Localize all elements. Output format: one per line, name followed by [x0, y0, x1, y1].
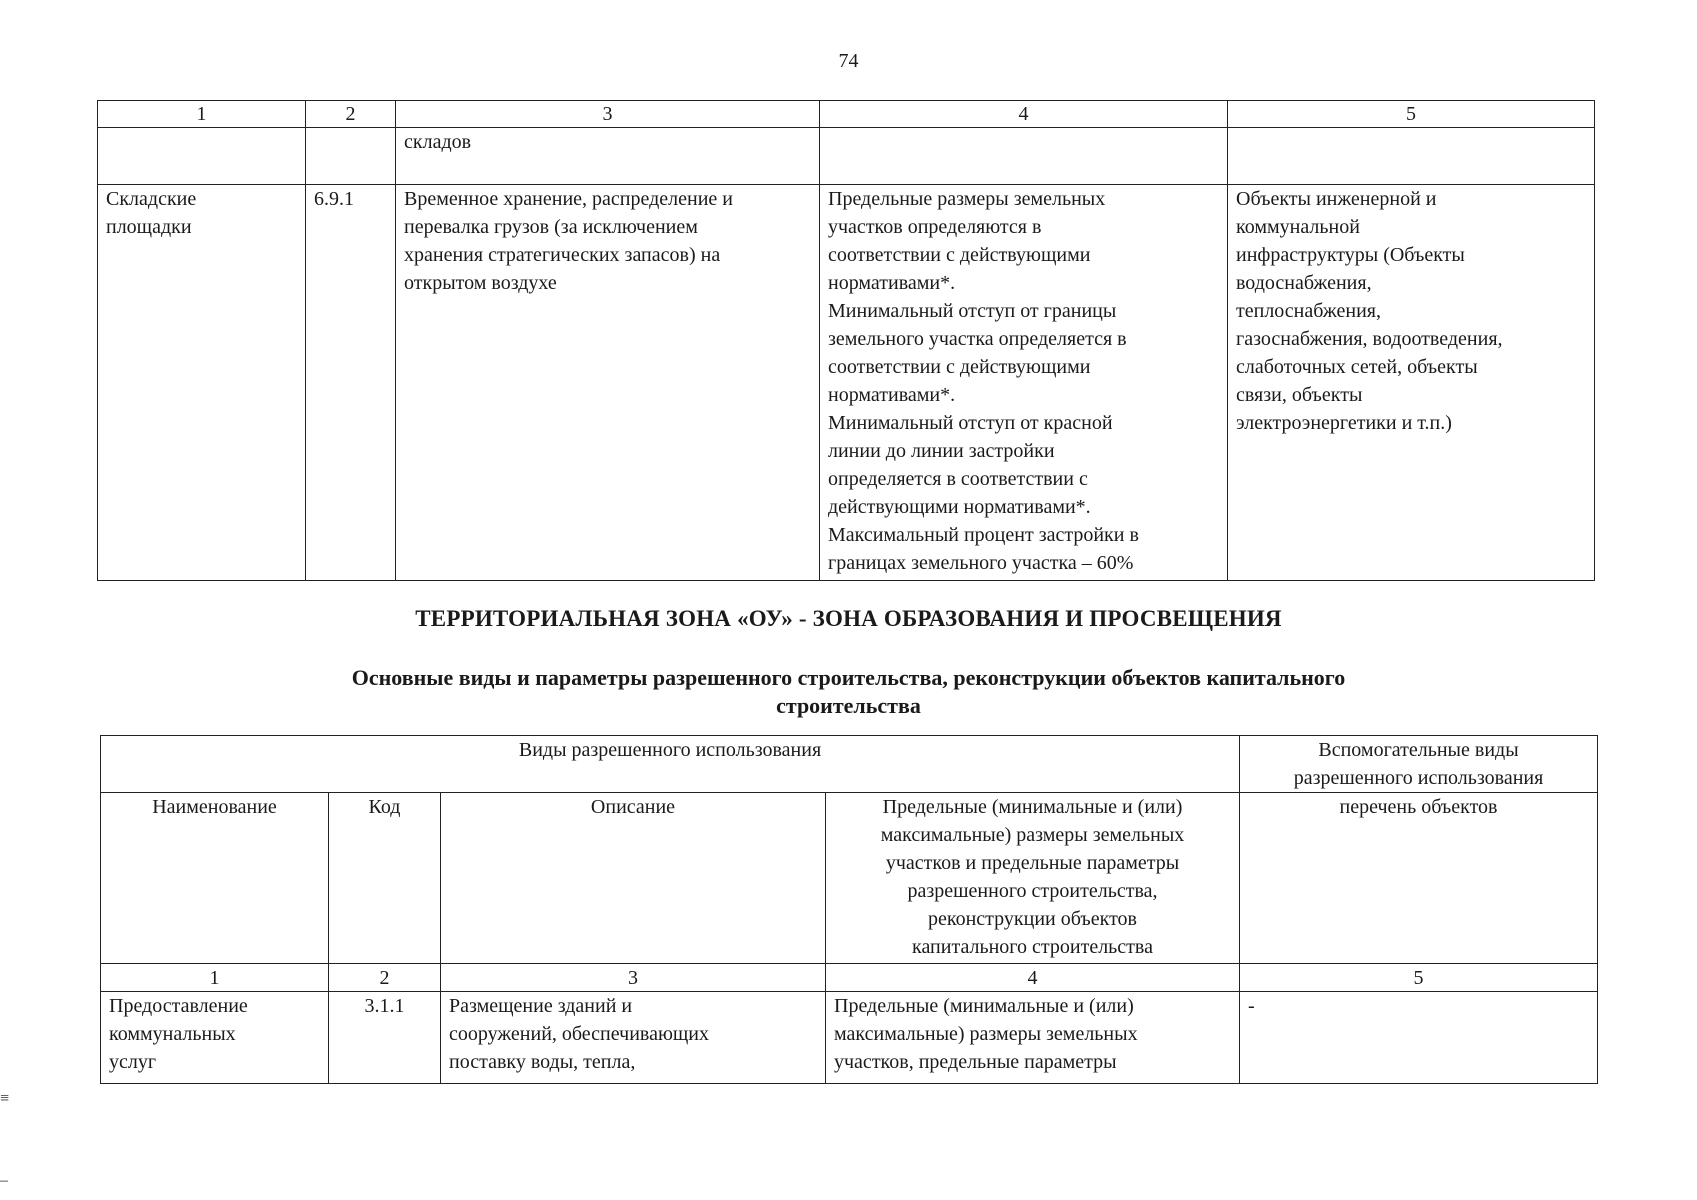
permitted-uses-table: [100, 735, 1598, 1084]
description-cell: Временное хранение, распределение и перевалка грузов (за исключением хранения стратегических запасов) на открытом воздухе: [396, 185, 820, 581]
col-number-5: 5: [1228, 101, 1595, 128]
col-header-parameters: Предельные (минимальные и (или) максимальные) размеры земельных участков и предельные параметры разрешенного строительства, реконструкции объектов капитального строительства: [826, 793, 1240, 964]
name-cell: Предоставление коммунальных услуг: [101, 992, 329, 1084]
description-cell: складов: [396, 128, 820, 185]
column-number-row: [98, 101, 1595, 128]
header-aux: Вспомогательные виды разрешенного использования: [1240, 736, 1598, 793]
col-number-3: 3: [396, 101, 820, 128]
auxiliary-cell: -: [1240, 992, 1598, 1084]
margin-mark: –: [0, 1172, 8, 1189]
parameters-cell: Предельные размеры земельных участков определяются в соответствии с действующими нормативами*. Минимальный отступ от границы земельного участка определяется в соответствии с действующими нормативами*. Минимальный отступ от красной линии до линии застройки определяется в соответствии с действующими нормативами*. Максимальный процент застройки в границах земельного участка – 60%: [820, 185, 1228, 581]
col-number-2: 2: [329, 964, 441, 992]
auxiliary-cell: Объекты инженерной и коммунальной инфраструктуры (Объекты водоснабжения, теплоснабжения, газоснабжения, водоотведения, слаботочных сетей, объекты связи, объекты электроэнергетики и т.п.): [1228, 185, 1595, 581]
empty-cell: [98, 128, 306, 185]
empty-cell: [306, 128, 396, 185]
col-number-3: 3: [441, 964, 826, 992]
col-header-name: Наименование: [101, 793, 329, 964]
column-number-row: [101, 964, 1598, 992]
continuation-row: [98, 128, 1595, 185]
col-number-1: 1: [101, 964, 329, 992]
group-header-row: [101, 736, 1598, 793]
col-number-4: 4: [826, 964, 1240, 992]
col-number-4: 4: [820, 101, 1228, 128]
table-row: [101, 992, 1598, 1084]
continuation-table: [97, 100, 1595, 581]
code-cell: 6.9.1: [306, 185, 396, 581]
empty-cell: [1228, 128, 1595, 185]
code-cell: 3.1.1: [329, 992, 441, 1084]
header-group: Виды разрешенного использования: [101, 736, 1240, 793]
parameters-cell: Предельные (минимальные и (или) максимальные) размеры земельных участков, предельные параметры: [826, 992, 1240, 1084]
column-header-row: [101, 793, 1598, 964]
margin-mark: ≡: [0, 1090, 10, 1107]
name-cell: Складские площадки: [98, 185, 306, 581]
section-title: Основные виды и параметры разрешенного строительства, реконструкции объектов капитального строительства: [351, 665, 1346, 718]
zone-title: ТЕРРИТОРИАЛЬНАЯ ЗОНА «ОУ» - ЗОНА ОБРАЗОВАНИЯ И ПРОСВЕЩЕНИЯ: [415, 606, 1282, 631]
description-cell: Размещение зданий и сооружений, обеспечивающих поставку воды, тепла,: [441, 992, 826, 1084]
col-number-5: 5: [1240, 964, 1598, 992]
col-header-description: Описание: [441, 793, 826, 964]
page-number: 74: [838, 50, 859, 72]
col-number-2: 2: [306, 101, 396, 128]
empty-cell: [820, 128, 1228, 185]
col-header-code: Код: [329, 793, 441, 964]
col-header-aux: перечень объектов: [1240, 793, 1598, 964]
table-row: [98, 185, 1595, 581]
col-number-1: 1: [98, 101, 306, 128]
